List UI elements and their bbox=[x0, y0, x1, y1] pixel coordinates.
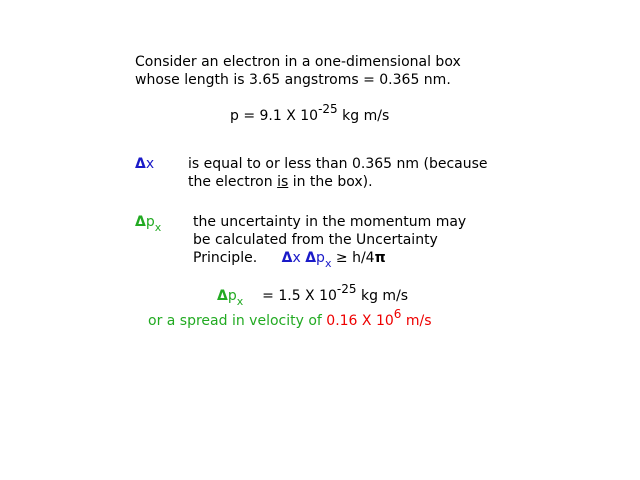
result-equation bbox=[217, 282, 409, 308]
momentum-prefix: p = 9.1 X 10 bbox=[230, 108, 319, 124]
delta-x-var: x bbox=[145, 156, 155, 172]
velocity-text: or a spread in velocity of bbox=[148, 313, 322, 329]
delta-px-subscript: x bbox=[154, 221, 162, 234]
delta-x-line-2-underlined: is bbox=[277, 174, 289, 190]
result-sub-x: x bbox=[236, 295, 244, 308]
delta-px-line-1: the uncertainty in the momentum may bbox=[193, 214, 467, 230]
principle-delta-2: Δ bbox=[305, 250, 317, 266]
momentum-equation bbox=[230, 102, 390, 125]
delta-x-line-2-after: in the box). bbox=[288, 174, 373, 190]
result-p: p bbox=[227, 288, 237, 304]
delta-x-line-2 bbox=[188, 173, 373, 191]
momentum-exponent: -25 bbox=[318, 102, 338, 116]
delta-px-var: p bbox=[145, 214, 155, 230]
principle-delta-1: Δ bbox=[281, 250, 293, 266]
delta-symbol: Δ bbox=[135, 156, 146, 172]
velocity-exponent: 6 bbox=[393, 307, 402, 321]
delta-symbol: Δ bbox=[135, 214, 146, 230]
intro-line-2: whose length is 3.65 angstroms = 0.365 nm. bbox=[135, 72, 451, 88]
pi-symbol: π bbox=[374, 250, 386, 266]
delta-x-line-1: is equal to or less than 0.365 nm (because bbox=[188, 156, 488, 172]
principle-word: Principle. bbox=[193, 250, 258, 266]
velocity-value-prefix: 0.16 X 10 bbox=[326, 313, 394, 329]
principle-x: x bbox=[292, 250, 301, 266]
intro-line-1: Consider an electron in a one-dimensional box bbox=[135, 54, 461, 70]
result-exponent: -25 bbox=[336, 282, 357, 296]
delta-x-label bbox=[135, 155, 154, 173]
velocity-value bbox=[326, 307, 432, 329]
velocity-line bbox=[148, 307, 432, 330]
velocity-units: m/s bbox=[401, 313, 432, 329]
principle-p: p bbox=[316, 250, 325, 266]
result-units: kg m/s bbox=[356, 288, 409, 304]
delta-px-label bbox=[135, 213, 161, 232]
delta-px-line-2: be calculated from the Uncertainty bbox=[193, 232, 438, 248]
principle-rhs: h/4 bbox=[352, 250, 375, 266]
greater-equal-symbol: ≥ bbox=[335, 250, 348, 266]
delta-px-line-3 bbox=[193, 249, 386, 268]
principle-sub-x: x bbox=[324, 257, 332, 270]
result-delta: Δ bbox=[217, 288, 228, 304]
result-value-prefix: = 1.5 X 10 bbox=[262, 288, 337, 304]
delta-x-line-2-before: the electron bbox=[188, 174, 278, 190]
momentum-units: kg m/s bbox=[337, 108, 390, 124]
